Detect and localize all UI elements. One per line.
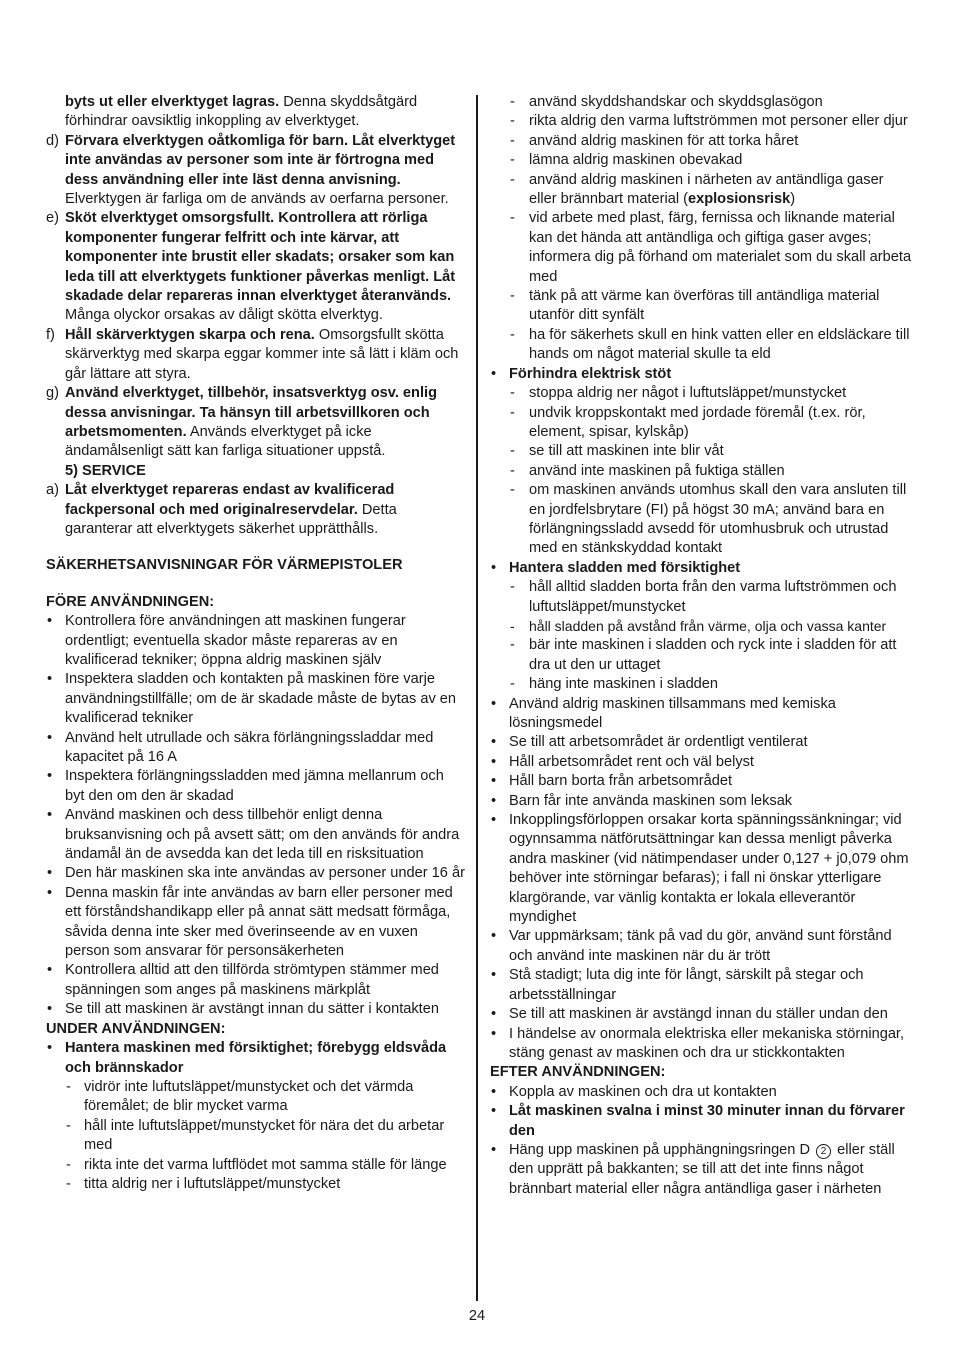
dash-marker: - (66, 1078, 71, 1095)
list-marker: f) (46, 326, 55, 343)
rule-d (46, 132, 466, 210)
fire-sublist (490, 93, 912, 365)
dash-marker: - (510, 676, 515, 693)
rule-g (46, 384, 466, 462)
rule-f (46, 326, 466, 384)
list-item: • Se till att maskinen är avstängd innan du ställer undan den (490, 1005, 912, 1024)
sub-list-item: - häng inte maskinen i sladden (490, 675, 912, 694)
sub-list-item: - titta aldrig ner i luftutsläppet/munstycket (46, 1175, 466, 1194)
bullet-marker: • (47, 807, 53, 824)
bold-text: Förvara elverktygen oåtkomliga för barn. Låt elverktyget inte användas av personer som inte är förtrogna med dess användning eller inte läst denna anvisning. (65, 132, 456, 188)
bullet-marker: • (491, 967, 497, 984)
list-item: • I händelse av onormala elektriska eller mekaniska störningar, stäng genast av maskinen och dra ur stickkontakten (491, 1025, 905, 1061)
sub-list-item: - stoppa aldrig ner något i luftutsläppet/munstycket (490, 384, 912, 403)
bullet-marker: • (491, 753, 497, 770)
bold-text: Sköt elverktyget omsorgsfullt. Kontrollera att rörliga komponenter fungerar felfritt och inte kärvar, att komponenter inte brustit eller skadats; orsaker som kan leda till att elverktygets funktioner påverkas menligt. Låt skadade delar repareras innan elverktyget återanvänds. (65, 210, 456, 305)
bullet-marker: • (491, 1025, 497, 1042)
list-item: • Håll arbetsområdet rent och väl belyst (490, 753, 912, 772)
general-list (490, 695, 912, 1064)
list-item: • Se till att maskinen är avstängt innan du sätter i kontakten (46, 1000, 466, 1019)
dash-marker: - (510, 637, 515, 654)
list-item: • Koppla av maskinen och dra ut kontakten (490, 1083, 912, 1102)
during-sublist (46, 1078, 466, 1194)
dash-marker: - (510, 94, 515, 110)
list-item: • Barn får inte använda maskinen som leksak (490, 792, 912, 811)
sub-list-item: - vid arbete med plast, färg, fernissa och liknande material kan det hända att antändliga och giftiga gaser avges; informera dig på förhand om materialet som du skall arbeta med (510, 210, 912, 285)
bullet-marker: • (47, 884, 53, 901)
body-text: Många olyckor orsakas av dåligt skötta elverktyg. (65, 307, 383, 324)
dash-marker: - (66, 1156, 71, 1173)
sub-list-item: - se till att maskinen inte blir våt (490, 442, 912, 461)
list-item: • Låt maskinen svalna i minst 30 minuter innan du förvarer den (491, 1103, 905, 1139)
list-item: • Hantera maskinen med försiktighet; förebygg eldsvåda och brännskador (47, 1040, 447, 1076)
bullet-marker: • (491, 1103, 497, 1120)
bullet-marker: • (47, 613, 53, 630)
dash-marker: - (510, 404, 515, 421)
bullet-marker: • (47, 962, 53, 979)
dash-marker: - (66, 1175, 71, 1192)
list-item: • Använd aldrig maskinen tillsammans med kemiska lösningsmedel (491, 695, 836, 731)
dash-marker: - (510, 152, 515, 169)
bold-text: Håll skärverktygen skarpa och rena. (65, 326, 315, 343)
sub-list-item: - använd aldrig maskinen i närheten av antändliga gaser eller brännbart material (explosionsrisk) (510, 171, 884, 208)
list-item: • Kontrollera alltid att den tillförda strömtypen stämmer med spänningen som anges på maskinens märkplåt (47, 962, 439, 998)
body-text: Används elverktyget på icke ändamålsenligt sätt kan farliga situationer uppstå. (65, 423, 386, 460)
dash-marker: - (510, 210, 515, 227)
dash-marker: - (510, 288, 515, 305)
dash-marker: - (510, 385, 515, 402)
list-item: • Häng upp maskinen på upphängningsringen D 2 eller ställ den upprätt på bakkanten; se till att det inte finns något brännbart material eller några antändliga gaser i närheten (491, 1141, 895, 1197)
sub-list-item: - ha för säkerhets skull en hink vatten eller en eldsläckare till hands om något material skulle ta eld (510, 326, 910, 363)
list-item: • Inkopplingsförloppen orsakar korta spänningssänkningar; vid ogynnsamma nätförutsättningar kan dessa menligt påverka andra maskiner (vid nätimpendaser under 0,127 + j0,079 ohm behöver inte störningar befaras); i fall ni önskar ytterligare klargörande, var vänlig kontakta er lokala elleverantör myndighet (491, 812, 909, 926)
body-text: Elverktygen är farliga om de används av oerfarna personer. (65, 191, 449, 208)
section-title: SÄKERHETSANVISNINGAR FÖR VÄRMEPISTOLER (46, 557, 403, 574)
bold-text: Använd elverktyget, tillbehör, insatsverktyg osv. enlig dessa anvisningar. Ta hänsyn till arbetsvillkoren och arbetsmomenten. (65, 385, 437, 440)
dash-marker: - (510, 462, 515, 479)
list-item: • Denna maskin får inte användas av barn eller personer med ett förståndshandikapp eller på annat sätt medsatt förmåga, såvida denna inte sker med överinseende av en vuxen person som ansvarar för personsäkerheten (47, 884, 453, 960)
list-marker: g) (46, 385, 59, 402)
bullet-marker: • (47, 729, 53, 746)
right-column (490, 93, 912, 1199)
bold-text: byts ut eller elverktyget lagras. (65, 94, 280, 110)
bullet-marker: • (491, 928, 497, 945)
list-marker: a) (46, 482, 59, 499)
dash-marker: - (510, 326, 515, 343)
dash-marker: - (510, 171, 515, 188)
dash-marker: - (66, 1117, 71, 1134)
column-divider (476, 95, 478, 1301)
bullet-marker: • (47, 768, 53, 785)
sub-list-item: - håll sladden på avstånd från värme, olja och vassa kanter (490, 617, 912, 636)
list-item: • Håll barn borta från arbetsområdet (490, 772, 912, 791)
bullet-marker: • (47, 1001, 53, 1018)
bullet-marker: • (491, 1006, 497, 1023)
bullet-marker: • (491, 559, 497, 576)
sub-list-item: - använd inte maskinen på fuktiga ställen (490, 462, 912, 481)
circled-number-icon: 2 (816, 1144, 831, 1159)
sub-list-item: - håll alltid sladden borta från den varma luftströmmen och luftutsläppet/munstycket (510, 579, 897, 615)
dash-marker: - (510, 617, 515, 634)
sub-list-item: - håll inte luftutsläppet/munstycket för nära det du arbetar med (66, 1117, 445, 1154)
list-marker: e) (46, 210, 59, 227)
bullet-marker: • (47, 671, 53, 688)
list-item: • Använd maskinen och dess tillbehör enligt denna bruksanvisning och på avsett sätt; om den används för andra ändamål än de avsedda kan det leda till en risksituation (47, 807, 460, 863)
body-text: Denna skyddsåtgärd förhindrar oavsiktlig inkoppling av elverktyget. (65, 94, 418, 130)
list-item: • Använd helt utrullade och säkra förlängningssladdar med kapacitet på 16 A (47, 729, 434, 765)
bullet-marker: • (491, 812, 497, 829)
bullet-marker: • (491, 1083, 497, 1100)
dash-marker: - (510, 482, 515, 499)
dash-marker: - (510, 132, 515, 149)
list-item: • Var uppmärksam; tänk på vad du gör, använd sunt förstånd och använd inte maskinen när du är trött (491, 928, 892, 964)
list-item: • Inspektera förlängningssladden med jämna mellanrum och byt den om den är skadad (47, 768, 444, 804)
list-item: • Inspektera sladden och kontakten på maskinen före varje användningstillfälle; om de är skadade måste de bytas av en kvalificerad tekniker (47, 671, 457, 727)
body-text: Detta garanterar att elverktygets säkerhet upprätthålls. (65, 501, 397, 537)
paragraph-continued (46, 93, 466, 132)
cord-sublist (490, 578, 912, 694)
list-item: • Stå stadigt; luta dig inte för långt, särskilt på stegar och arbetsställningar (491, 967, 864, 1003)
left-column (46, 93, 466, 1194)
sub-list-item: - tänk på att värme kan överföras till antändliga material utanför ditt synfält (510, 288, 880, 324)
after-list (490, 1083, 912, 1199)
bullet-marker: • (491, 734, 497, 751)
sub-list-item: - bär inte maskinen i sladden och ryck inte i sladden för att dra ut den ur uttaget (510, 637, 897, 673)
dash-marker: - (510, 113, 515, 130)
bullet-marker: • (491, 365, 497, 382)
list-item: • Förhindra elektrisk stöt (490, 365, 912, 384)
body-text: Omsorgsfullt skötta skärverktyg med skarpa eggar kommer inte så lätt i kläm och går lättare att styra. (65, 326, 459, 382)
service-heading: 5) SERVICE (65, 462, 146, 479)
list-marker: d) (46, 132, 59, 149)
bullet-marker: • (491, 792, 497, 809)
during-heading: UNDER ANVÄNDNINGEN: (46, 1020, 226, 1037)
after-heading: EFTER ANVÄNDNINGEN: (490, 1064, 666, 1081)
sub-list-item: - lämna aldrig maskinen obevakad (490, 151, 912, 170)
before-heading: FÖRE ANVÄNDNINGEN: (46, 593, 215, 610)
sub-list-item: - rikta inte det varma luftflödet mot samma ställe för länge (46, 1156, 466, 1175)
list-item: • Hantera sladden med försiktighet (490, 559, 912, 578)
sub-list-item: - använd skyddshandskar och skyddsglasögon (490, 93, 912, 112)
sub-list-item: - använd aldrig maskinen för att torka håret (490, 132, 912, 151)
rule-e (46, 209, 466, 325)
bullet-marker: • (491, 773, 497, 790)
bullet-marker: • (491, 695, 497, 712)
sub-list-item: - vidrör inte luftutsläppet/munstycket och det värmda föremålet; de blir mycket varma (66, 1078, 414, 1115)
sub-list-item: - rikta aldrig den varma luftströmmen mot personer eller djur (490, 112, 912, 131)
dash-marker: - (510, 579, 515, 596)
shock-sublist (490, 384, 912, 559)
bold-text: Låt elverktyget repareras endast av kvalificerad fackpersonal och med originalreservdelar. (65, 482, 395, 518)
sub-list-item: - om maskinen används utomhus skall den vara ansluten till en jordfelsbrytare (FI) på högst 30 mA; använd bara en förlängningssladd avsedd för utomhusbruk och utrustad med en stänkskyddad kontakt (510, 482, 907, 557)
rule-a (46, 481, 466, 539)
list-item: • Se till att arbetsområdet är ordentligt ventilerat (490, 733, 912, 752)
bullet-marker: • (491, 1141, 497, 1158)
dash-marker: - (510, 443, 515, 460)
before-list (46, 612, 466, 1020)
bullet-marker: • (47, 1040, 53, 1057)
sub-list-item: - undvik kroppskontakt med jordade föremål (t.ex. rör, element, spisar, kylskåp) (510, 404, 866, 440)
bullet-marker: • (47, 865, 53, 882)
page-number: 24 (468, 1308, 486, 1324)
list-item: • Den här maskinen ska inte användas av personer under 16 år (46, 864, 466, 883)
list-item: • Kontrollera före användningen att maskinen fungerar ordentligt; eventuella skador måste repareras av en kvalificerad tekniker; öppna aldrig maskinen själv (47, 613, 406, 668)
